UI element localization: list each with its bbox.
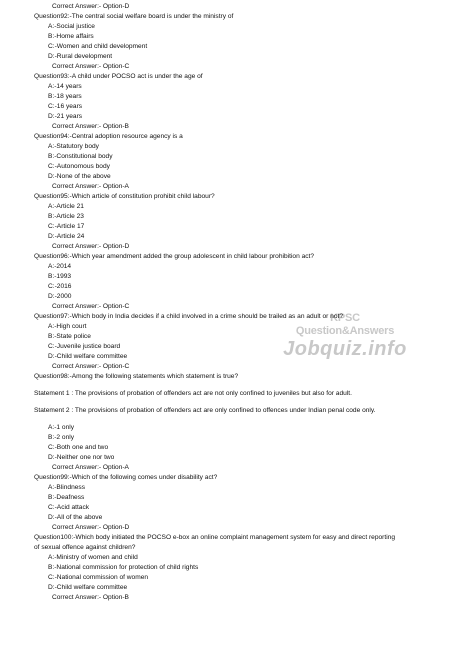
answer-option: A:-14 years [48,83,82,90]
answer-option: A:-Article 21 [48,203,84,210]
answer-option: C:-2016 [48,283,72,290]
question-text: Question94:-Central adoption resource agency is a [34,133,183,140]
correct-answer: Correct Answer:- Option-A [52,183,129,190]
correct-answer: Correct Answer:- Option-D [52,243,130,250]
spacer [0,416,474,423]
answer-option: C:-Both one and two [48,444,109,451]
question-text: Question98:-Among the following statements which statement is true? [34,373,239,380]
correct-answer: Correct Answer:- Option-B [52,594,129,601]
question-text: Question97:-Which body in India decides if a child involved in a crime should be trailed as an adult or not? [34,313,343,320]
answer-option: C:-Women and child development [48,43,148,50]
question-text: of sexual offence against children? [34,544,136,551]
answer-option: A:-Social justice [48,23,95,30]
answer-option: A:-Blindness [48,484,86,491]
correct-answer: Correct Answer:- Option-A [52,464,129,471]
answer-option: B:-2 only [48,434,75,441]
answer-option: B:-State police [48,333,91,340]
answer-option: D:-Child welfare committee [48,584,128,591]
watermark-line-1: KPSC Question&Answers [295,312,395,337]
correct-answer: Correct Answer:- Option-C [52,363,130,370]
answer-option: C:-National commission of women [48,574,149,581]
answer-option: C:-Juvenile justice board [48,343,121,350]
question-text: Question100:-Which body initiated the POCSO e-box an online complaint management system for easy and direct reporting [34,534,396,541]
answer-option: A:-1 only [48,424,75,431]
statement-text: Statement 2 : The provisions of probation of offenders act are only confined to offences under Indian penal code only. [34,407,376,414]
question-text: Question95:-Which article of constitution prohibit child labour? [34,193,215,200]
answer-option: B:-18 years [48,93,82,100]
answer-option: D:-All of the above [48,514,103,521]
correct-answer: Correct Answer:- Option-D [52,524,130,531]
answer-option: D:-Article 24 [48,233,85,240]
answer-option: B:-Home affairs [48,33,94,40]
answer-option: B:-Article 23 [48,213,84,220]
answer-option: C:-Acid attack [48,504,90,511]
spacer [0,399,474,406]
answer-option: D:-Child welfare committee [48,353,128,360]
answer-option: D:-Rural development [48,53,113,60]
answer-option: D:-2000 [48,293,72,300]
answer-option: D:-Neither one nor two [48,454,115,461]
watermark-line-2: Jobquiz.info [283,338,407,360]
answer-option: C:-16 years [48,103,83,110]
answer-option: B:-Constitutional body [48,153,113,160]
answer-option: B:-National commission for protection of child rights [48,564,199,571]
answer-option: B:-Deafness [48,494,85,501]
correct-answer: Correct Answer:- Option-C [52,303,130,310]
correct-answer: Correct Answer:- Option-C [52,63,130,70]
question-text: Question99:-Which of the following comes under disability act? [34,474,218,481]
correct-answer: Correct Answer:- Option-B [52,123,129,130]
answer-option: D:-21 years [48,113,83,120]
correct-answer: Correct Answer:- Option-D [52,3,130,10]
answer-option: A:-High court [48,323,87,330]
question-list [0,2,474,603]
answer-option: D:-None of the above [48,173,111,180]
answer-option: C:-Autonomous body [48,163,110,170]
answer-option: A:-Ministry of women and child [48,554,138,561]
statement-text: Statement 1 : The provisions of probation of offenders act are not only confined to juveniles but also for adult. [34,390,352,397]
question-text: Question96:-Which year amendment added the group adolescent in child labour prohibition act? [34,253,315,260]
answer-option: A:-Statutory body [48,143,99,150]
answer-option: C:-Article 17 [48,223,85,230]
question-text: Question92:-The central social welfare board is under the ministry of [34,13,234,20]
spacer [0,382,474,389]
answer-option: A:-2014 [48,263,72,270]
answer-option: B:-1993 [48,273,72,280]
question-text: Question93:-A child under POCSO act is under the age of [34,73,203,80]
